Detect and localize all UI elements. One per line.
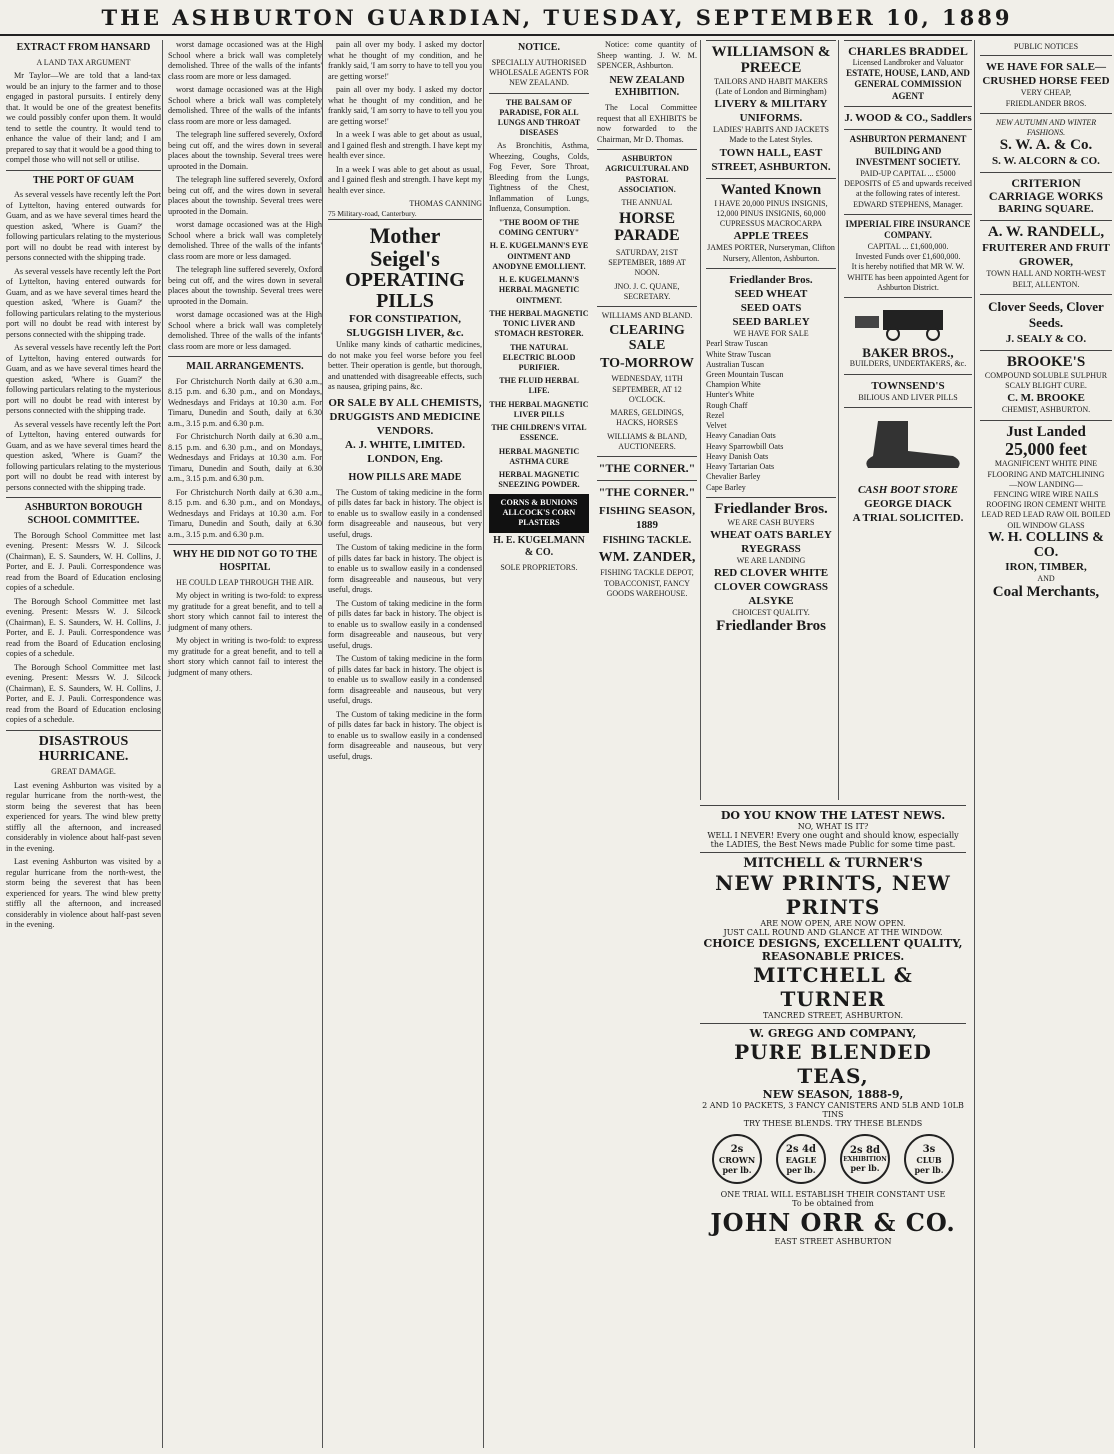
brooke-ad	[980, 350, 1112, 420]
collins-ad	[980, 420, 1112, 605]
tea-unit: per lb.	[786, 1164, 816, 1175]
ad-title: Seigel's	[370, 245, 440, 271]
section-heading: PUBLIC NOTICES	[1013, 42, 1079, 51]
ad-text: APPLE TREES	[733, 230, 809, 243]
article-text: My object in writing is two-fold: to express my gratitude for a great benefit, and to tell a short story which cannot fail to interest the judgment of many others.	[168, 591, 322, 632]
ad-text: The Local Committee request that all EXHIBITS be now forwarded to the Chairman, Mr D. Thomas.	[597, 103, 697, 144]
article-text: worst damage occasioned was at the High School where a brick wall was completely demolished. Three of the walls of the infants' class room are more or less damaged.	[168, 310, 322, 351]
ad-text: WILLIAMS AND BLAND.	[601, 311, 693, 321]
ad-title: Friedlander Bros.	[729, 273, 813, 286]
ad-text: BARING SQUARE.	[998, 203, 1094, 216]
tea-name: EXHIBITION	[843, 1156, 887, 1163]
ad-title: CASH BOOT STORE	[857, 484, 959, 497]
ad-title: Clover Seeds, Clover Seeds.	[988, 298, 1104, 331]
ad-subtitle: FOR CONSTIPATION, SLUGGISH LIVER, &c.	[346, 313, 464, 340]
article-text: Mr Taylor—We are told that a land-tax would be an injury to the farmer and to those engaged in pastoral pursuits. I entirely deny that. It would be one of the greatest benefits we could possibly confer upon them. It would tend to settle the country. It would tend to enhance the value of their land; and I am prepared to say that it would be a good thing to compel those who will not sell or utilise.	[6, 71, 161, 165]
article-text: The telegraph line suffered severely, Oxford being cut off, and the wires down in several places about the township. Several trees were uprooted in the Domain.	[168, 265, 322, 306]
ad-title: BROOKE'S	[1006, 354, 1086, 371]
building-society-ad	[844, 129, 972, 213]
ad-text: RED CLOVER WHITE CLOVER COWGRASS ALSYKE	[713, 567, 829, 608]
article-heading: MAIL ARRANGEMENTS.	[186, 361, 304, 372]
ad-text: TOWN HALL AND NORTH-WEST BELT, ALLENTON.	[986, 269, 1106, 289]
townsend-ad	[844, 374, 972, 407]
list-item: Rezel	[706, 410, 725, 420]
ad-title: W. H. COLLINS & CO.	[988, 529, 1104, 560]
ad-title: CHARLES BRADDEL	[848, 44, 968, 58]
column-6	[838, 40, 977, 800]
latest-news-ad	[700, 805, 966, 852]
ad-title: PURE BLENDED TEAS,	[734, 1040, 932, 1088]
ad-text: NEW AUTUMN AND WINTER FASHIONS.	[995, 117, 1097, 138]
signature: THOMAS CANNING	[409, 199, 482, 208]
ad-title: Friedlander Bros	[716, 617, 826, 634]
article-text: pain all over my body. I asked my doctor what he thought of my condition, and he frankly said, 'I am sorry to have to tell you you are getting worse!'	[328, 85, 482, 126]
corner-title: "THE CORNER."	[598, 460, 696, 475]
ad-text: ARE NOW OPEN, ARE NOW OPEN.	[760, 919, 906, 928]
ad-text: SEED OATS	[740, 301, 802, 314]
ad-title: IMPERIAL FIRE INSURANCE COMPANY.	[845, 218, 971, 241]
ad-text: PAID-UP CAPITAL ... £5000	[860, 169, 956, 178]
boot-illustration	[848, 416, 968, 476]
ad-text: FRUITERER AND FRUIT GROWER,	[982, 242, 1110, 269]
ad-text: WE ARE CASH BUYERS	[727, 517, 815, 527]
ad-heading: ASHBURTON AGRICULTURAL AND PASTORAL ASSOCIATION.	[605, 154, 689, 194]
ad-heading: NEW ZEALAND EXHIBITION.	[609, 74, 685, 99]
tea-unit: per lb.	[722, 1164, 752, 1175]
imperial-fire-ad	[844, 214, 972, 297]
column-1	[2, 40, 165, 1448]
divider	[489, 93, 589, 94]
column-4b	[597, 40, 697, 1448]
tea-unit: per lb.	[850, 1163, 880, 1173]
ad-text: VERY CHEAP,	[1020, 88, 1072, 98]
article-subheading: A LAND TAX ARGUMENT	[36, 57, 131, 67]
ad-heading: THE HERBAL MAGNETIC LIVER PILLS	[489, 399, 589, 419]
fishing-title: FISHING SEASON, 1889	[599, 504, 695, 531]
ad-heading: THE CHILDREN'S VITAL ESSENCE.	[491, 423, 587, 443]
article-text: pain all over my body. I asked my doctor what he thought of my condition, and he frankly said, 'I am sorry to have to tell you you are getting worse!'	[328, 40, 482, 81]
ad-title: Coal Merchants,	[992, 583, 1100, 600]
article-text: For Christchurch North daily at 6.30 a.m., 8.15 p.m. and 6.30 p.m., and on Mondays, Wednesdays and Fridays at 10.30 a.m. For Timaru, Dunedin and South, daily at 6.30 a.m., 3.15 p.m. and 6.30 p.m.	[168, 432, 322, 484]
ad-text: I HAVE 20,000 PINUS INSIGNIS, 12,000 PINUS INSIGNIS, 60,000 CUPRESSUS MACROCARPA	[714, 198, 828, 228]
notice-heading: NOTICE.	[518, 42, 560, 53]
seigel-pills-ad	[328, 219, 482, 470]
ad-title: S. W. A. & Co.	[999, 137, 1093, 154]
randell-ad	[980, 220, 1112, 293]
ad-text: FRIEDLANDER BROS.	[1005, 98, 1087, 108]
ad-text: AND	[1037, 574, 1055, 584]
cash-boot-ad	[844, 407, 972, 530]
ad-text: It is hereby notified that MR W. W. WHITE has been appointed Agent for Ashburton District.	[847, 262, 969, 292]
ad-text: —NOW LANDING—	[1009, 479, 1083, 489]
ad-title: A. W. RANDELL,	[987, 224, 1105, 241]
article-text: For Christchurch North daily at 6.30 a.m., 8.15 p.m. and 6.30 p.m., and on Mondays, Wednesdays and Fridays at 10.30 a.m. For Timaru, Dunedin and South, daily at 6.30 a.m., 3.15 p.m. and 6.30 p.m.	[168, 376, 322, 428]
notice-text: Notice: come quantity of Sheep wanting. J. W. M. SPENCER, Ashburton.	[597, 40, 697, 70]
ad-text: CHOICEST QUALITY.	[732, 608, 810, 618]
gregg-tea-ad	[700, 1023, 966, 1249]
ad-text: DEPOSITS of £5 and upwards received at the following rates of interest.	[844, 179, 972, 199]
tea-badge	[904, 1134, 954, 1184]
column-4a	[489, 40, 589, 1448]
corns-bunions-ad	[489, 494, 589, 533]
ad-text: EDWARD STEPHENS, Manager.	[853, 199, 963, 209]
ad-title: NEW PRINTS, NEW PRINTS	[715, 871, 951, 919]
ad-subtitle: ALLCOCK'S CORN PLASTERS	[502, 508, 576, 528]
ad-text: LADIES' HABITS AND JACKETS Made to the Latest Styles.	[713, 125, 829, 145]
williamson-preece-ad	[706, 40, 836, 178]
ad-text: FISHING TACKLE DEPOT, TOBACCONIST, FANCY GOODS WAREHOUSE.	[600, 568, 694, 598]
list-item: Chevalier Barley	[706, 472, 761, 482]
ad-title: BAKER BROS.,	[862, 344, 954, 360]
article-text: The telegraph line suffered severely, Oxford being cut off, and the wires down in several places about the township. Several trees were uprooted in the Domain.	[168, 130, 322, 171]
ad-text: TANCRED STREET, ASHBURTON.	[762, 1011, 904, 1020]
article-subheading: HE COULD LEAP THROUGH THE AIR.	[176, 577, 314, 587]
ad-text: NO, WHAT IS IT?	[797, 822, 869, 831]
article-text: worst damage occasioned was at the High School where a brick wall was completely demolished. Three of the walls of the infants' class room are more or less damaged.	[168, 40, 322, 81]
ad-heading: HERBAL MAGNETIC ASTHMA CURE	[498, 446, 580, 466]
article-text: As several vessels have recently left the Port of Lyttelton, having entered outwards for Guam, and as we have several times heard the question asked, 'Where is Guam?' the following particulars relating to the mysterious port will no doubt be read with interest by persons connected with the shipping trade.	[6, 266, 161, 339]
ad-text: To be obtained from	[792, 1199, 874, 1208]
ad-title: CRITERION CARRIAGE WORKS	[988, 176, 1104, 203]
clover-seeds-ad	[980, 294, 1112, 350]
ad-title: TOWNSEND'S	[871, 379, 945, 392]
list-item: Heavy Sparrowbill Oats	[706, 441, 784, 451]
ad-text: J. SEALY & CO.	[1005, 333, 1087, 346]
article-text: As several vessels have recently left the Port of Lyttelton, having entered outwards for Guam, and as we have several times heard the question asked, 'Where is Guam?' the following particulars relating to the mysterious port will no doubt be read with interest by persons connected with the shipping trade.	[6, 343, 161, 416]
tea-blends	[700, 1134, 966, 1184]
wanted-known-ad	[706, 178, 836, 268]
article-text: worst damage occasioned was at the High School where a brick wall was completely demolished. Three of the walls of the infants' class room are more or less damaged.	[168, 85, 322, 126]
ad-text: COMPOUND SOLUBLE SULPHUR SCALY BLIGHT CURE.	[984, 370, 1108, 391]
list-item: Heavy Danish Oats	[706, 451, 769, 461]
tea-name: CROWN	[718, 1154, 756, 1165]
article-heading: DISASTROUS HURRICANE.	[38, 733, 129, 764]
article-text: The Custom of taking medicine in the form of pills dates far back in history. The object is to enable us to swallow easily in a condensed form disagreeable and nauseous, but very useful, drugs.	[328, 709, 482, 761]
cash-buyers-ad	[706, 497, 836, 639]
tea-badge	[712, 1134, 762, 1184]
list-item: Green Mountain Tuscan	[706, 370, 784, 379]
article-heading: THE PORT OF GUAM	[32, 174, 135, 186]
tea-name: CLUB	[916, 1154, 942, 1165]
article-text: The Borough School Committee met last evening. Present: Messrs W. J. Silcock (Chairman), E. S. Saunders, W. H. Collins, J. Porter, and E. J. Pauli. Correspondence was read from the Board of Education enclosing copies of a schedule.	[6, 662, 161, 725]
ad-proprietor: A. J. WHITE, LIMITED. LONDON, Eng.	[345, 438, 465, 465]
braddel-ad	[844, 40, 972, 106]
ad-text: BILIOUS AND LIVER PILLS	[858, 392, 958, 402]
horse-feed-ad	[980, 55, 1112, 113]
ad-text: WHEAT OATS BARLEY RYEGRASS	[710, 528, 832, 555]
ad-text: ONE TRIAL WILL ESTABLISH THEIR CONSTANT USE	[720, 1190, 946, 1199]
clearing-sale-title: CLEARING SALE	[609, 323, 685, 353]
list-item: White Straw Tuscan	[706, 349, 771, 359]
ad-text: GEORGE DIACK	[864, 498, 952, 511]
article-heading: HOW PILLS ARE MADE	[348, 472, 462, 484]
divider	[597, 149, 697, 150]
signature-address: 75 Military-road, Canterbury.	[328, 209, 417, 219]
ad-heading: THE NATURAL ELECTRIC BLOOD PURIFIER.	[502, 342, 576, 372]
divider	[6, 170, 161, 171]
article-text: Last evening Ashburton was visited by a regular hurricane from the north-west, the storm being the severest that has been experienced for years. The wind blew pretty stiffly all the afternoon, and increased considerably in violence about half-past seven in the evening.	[6, 857, 161, 930]
ad-title: MITCHELL & TURNER'S	[743, 856, 923, 871]
seed-list	[706, 339, 836, 493]
article-text: The Custom of taking medicine in the form of pills dates far back in history. The object is to enable us to swallow easily in a condensed form disagreeable and nauseous, but very useful, drugs.	[328, 487, 482, 539]
article-text: My object in writing is two-fold: to express my gratitude for a great benefit, and to tell a short story which cannot fail to interest the judgment of many others.	[168, 636, 322, 677]
tea-badge	[840, 1134, 890, 1184]
ad-text: JNO. J. C. QUANE, SECRETARY.	[614, 281, 680, 301]
ad-heading: H. E. KUGELMANN'S EYE OINTMENT AND ANODYNE EMOLLIENT.	[489, 241, 589, 271]
criterion-ad	[980, 172, 1112, 220]
article-text: The Borough School Committee met last evening. Present: Messrs W. J. Silcock (Chairman), E. S. Saunders, W. H. Collins, J. Porter, and E. J. Pauli. Correspondence was read from the Board of Education enclosing copies of a schedule.	[6, 530, 161, 593]
ad-text: DO YOU KNOW THE LATEST NEWS.	[720, 809, 946, 822]
article-subheading: GREAT DAMAGE.	[51, 767, 116, 777]
ad-text: NEW SEASON, 1888-9,	[762, 1088, 904, 1101]
horse-parade-title: HORSE PARADE	[614, 210, 680, 245]
ad-text: SEED BARLEY	[732, 315, 810, 328]
ad-title: MITCHELL & TURNER	[753, 963, 913, 1011]
article-text: As several vessels have recently left the Port of Lyttelton, having entered outwards for Guam, and as we have several times heard the question asked, 'Where is Guam?' the following particulars relating to the mysterious port will no doubt be read with interest by persons connected with the shipping trade.	[6, 419, 161, 492]
ad-text: WEDNESDAY, 11TH SEPTEMBER, AT 12 O'CLOCK.	[611, 374, 683, 404]
ad-title: Mother	[369, 222, 441, 248]
masthead-title: THE ASHBURTON GUARDIAN, TUESDAY, SEPTEMBER 10, 1889	[101, 4, 1013, 30]
ad-text: Unlike many kinds of cathartic medicines, do not make you feel worse before you feel better. Their operation is gentle, but thorough, and unattended with disagreeable effects, such as nausea, griping pains, &c.	[328, 340, 482, 392]
ad-heading: "THE BOOM OF THE COMING CENTURY"	[498, 217, 580, 238]
ad-text: C. M. BROOKE	[1007, 392, 1085, 405]
ad-text: LIVERY & MILITARY UNIFORMS.	[714, 97, 828, 125]
divider	[6, 497, 161, 498]
tea-price: 2s 4d	[785, 1143, 817, 1155]
list-item: Hunter's White	[706, 390, 755, 400]
article-text: For Christchurch North daily at 6.30 a.m., 8.15 p.m. and 6.30 p.m., and on Mondays, Wednesdays and Fridays at 10.30 a.m. For Timaru, Dunedin and South, daily at 6.30 a.m., 3.15 p.m. and 6.30 p.m.	[168, 487, 322, 539]
wood-ad	[844, 106, 972, 129]
ad-title: Wanted Known	[720, 181, 822, 198]
tea-price: 3s	[922, 1143, 936, 1155]
ad-text: JAMES PORTER, Nurseryman, Clifton Nursery, Allenton, Ashburton.	[707, 243, 835, 263]
ad-title: J. WOOD & CO., Saddlers	[844, 112, 972, 125]
ad-text: SPECIALLY AUTHORISED WHOLESALE AGENTS FOR NEW ZEALAND.	[489, 57, 589, 88]
ad-heading: H. E. KUGELMANN & CO.	[493, 534, 585, 559]
list-item: Velvet	[706, 421, 727, 431]
ad-text: EAST STREET ASHBURTON	[774, 1237, 892, 1246]
zander-title: WM. ZANDER,	[598, 549, 696, 565]
article-text: In a week I was able to get about as usual, and I gained flesh and strength. I have kept my health ever since.	[328, 130, 482, 160]
ad-text: FENCING WIRE WIRE NAILS ROOFING IRON CEMENT WHITE LEAD RED LEAD RAW OIL BOILED OIL WINDOW GLASS	[981, 490, 1111, 530]
ad-text: TRY THESE BLENDS. TRY THESE BLENDS	[743, 1119, 923, 1128]
article-text: worst damage occasioned was at the High School where a brick wall was completely demolished. Three of the walls of the infants' class room are more or less damaged.	[168, 220, 322, 261]
ad-heading: H. E. KUGELMANN'S HERBAL MAGNETIC OINTMENT.	[498, 275, 580, 305]
ad-title: ASHBURTON PERMANENT BUILDING AND INVESTMENT SOCIETY.	[849, 134, 967, 168]
tea-unit: per lb.	[914, 1164, 944, 1175]
ad-text: WELL I NEVER! Every one ought and should know, especially the LADIES, the Best News made Public for some time past.	[707, 831, 959, 849]
tea-name: EAGLE	[785, 1154, 817, 1165]
ad-text: MARES, GELDINGS, HACKS, HORSES	[610, 408, 684, 428]
ad-text: Invested Funds over £1,600,000.	[855, 252, 961, 262]
tea-price: 2s 8d	[849, 1145, 881, 1156]
divider	[597, 306, 697, 307]
article-text: The Borough School Committee met last evening. Present: Messrs W. J. Silcock (Chairman), E. S. Saunders, W. H. Collins, J. Porter, and E. J. Pauli. Correspondence was read from the Board of Education enclosing copies of a schedule.	[6, 596, 161, 659]
corner-title: "THE CORNER."	[598, 485, 696, 500]
list-item: Cape Barley	[706, 482, 746, 492]
ad-text: W. GREGG AND COMPANY,	[749, 1027, 917, 1040]
tea-badge	[776, 1134, 826, 1184]
ad-title: WILLIAMSON & PREECE	[711, 44, 831, 76]
baker-bros-ad	[844, 297, 972, 373]
ad-title: Just Landed	[1006, 423, 1086, 440]
divider	[6, 730, 161, 731]
ad-subtitle: SOLE PROPRIETORS.	[500, 563, 578, 573]
hearse-illustration	[853, 302, 963, 342]
ad-text: SATURDAY, 21ST SEPTEMBER, 1889 AT NOON.	[608, 247, 686, 278]
divider	[597, 480, 697, 481]
list-item: Rough Chaff	[706, 400, 748, 410]
ad-text: S. W. ALCORN & CO.	[992, 155, 1100, 168]
ad-text: Licensed Landbroker and Valuator	[852, 57, 964, 67]
ad-title: 25,000 feet	[1005, 439, 1087, 460]
ad-text: CHOICE DESIGNS, EXCELLENT QUALITY, REASONABLE PRICES.	[703, 937, 963, 963]
ad-text: 2 AND 10 PACKETS, 3 FANCY CANISTERS AND 5LB AND 10LB TINS	[702, 1101, 964, 1119]
ad-title: WE HAVE FOR SALE—CRUSHED HORSE FEED	[982, 61, 1110, 88]
ad-title: JOHN ORR & CO.	[710, 1208, 956, 1237]
ad-text: A TRIAL SOLICITED.	[852, 512, 964, 525]
column-5	[700, 40, 841, 800]
column-3	[322, 40, 487, 1448]
column-2	[162, 40, 327, 1448]
ad-title: CORNS & BUNIONS	[500, 497, 578, 507]
ad-text: THE ANNUAL	[621, 198, 673, 208]
alcorn-ad	[980, 113, 1112, 172]
column-7	[974, 40, 1114, 1448]
ad-heading: HERBAL MAGNETIC SNEEZING POWDER.	[498, 470, 580, 490]
ad-text: TOWN HALL, EAST STREET, ASHBURTON.	[711, 146, 831, 173]
ad-text: BUILDERS, UNDERTAKERS, &c.	[849, 359, 967, 369]
ad-text: IRON, TIMBER,	[1005, 561, 1087, 574]
spread-ads	[700, 805, 966, 1249]
ad-text: TAILORS AND HABIT MAKERS (Late of London and Birmingham)	[714, 76, 828, 96]
column-4	[483, 40, 704, 1448]
ad-text: WE ARE LANDING	[736, 555, 806, 565]
divider	[597, 456, 697, 457]
list-item: Australian Tuscan	[706, 359, 764, 369]
article-text: The Custom of taking medicine in the form of pills dates far back in history. The object is to enable us to swallow easily in a condensed form disagreeable and nauseous, but very useful, drugs.	[328, 543, 482, 595]
divider	[168, 544, 322, 545]
ad-title: OPERATING PILLS	[345, 269, 465, 313]
divider	[168, 356, 322, 357]
article-heading: ASHBURTON BOROUGH SCHOOL COMMITTEE.	[24, 502, 143, 527]
article-text: The Custom of taking medicine in the form of pills dates far back in history. The object is to enable us to swallow easily in a condensed form disagreeable and nauseous, but very useful, drugs.	[328, 598, 482, 650]
ad-text: MAGNIFICENT WHITE PINE FLOORING AND MATCHLINING	[987, 459, 1105, 479]
ad-sold-by: OR SALE BY ALL CHEMISTS, DRUGGISTS AND MEDICINE VENDORS.	[328, 396, 482, 437]
ad-text: SEED WHEAT	[734, 287, 808, 300]
ad-title: Friedlander Bros.	[714, 500, 828, 517]
ad-heading: THE BALSAM OF PARADISE, FOR ALL LUNGS AND THROAT DISEASES	[497, 97, 581, 138]
article-text: The telegraph line suffered severely, Oxford being cut off, and the wires down in several places about the township. Several trees were uprooted in the Domain.	[168, 175, 322, 216]
ad-heading: THE FLUID HERBAL LIFE.	[499, 376, 579, 396]
ad-text: ESTATE, HOUSE, LAND, AND GENERAL COMMISSION AGENT	[846, 67, 970, 101]
article-text: In a week I was able to get about as usual, and I gained flesh and strength. I have kept my health ever since.	[328, 164, 482, 195]
ad-text: CHEMIST, ASHBURTON.	[1001, 405, 1091, 415]
ad-heading: THE HERBAL MAGNETIC TONIC LIVER AND STOMACH RESTORER.	[489, 308, 589, 339]
seed-ad	[706, 268, 836, 497]
article-text: The Custom of taking medicine in the form of pills dates far back in history. The object is to enable us to swallow easily in a condensed form disagreeable and nauseous, but very useful, drugs.	[328, 654, 482, 706]
article-text: As several vessels have recently left the Port of Lyttelton, having entered outwards for Guam, and as we have several times heard the question asked, 'Where is Guam?' the following particulars relating to the mysterious port will no doubt be read with interest by persons connected with the shipping trade.	[6, 190, 161, 263]
list-item: Champion White	[706, 380, 761, 390]
ad-text: As Bronchitis, Asthma, Wheezing, Coughs, Colds, Fog Fever, Sore Throat, Bleeding from the Lungs, Tightness of the Chest, Inflammation of Lungs, Influenza, Consumption.	[489, 141, 589, 214]
tea-price: 2s	[730, 1143, 744, 1155]
ad-text: JUST CALL ROUND AND GLANCE AT THE WINDOW.	[723, 928, 943, 937]
list-item: Heavy Canadian Oats	[706, 431, 776, 441]
article-heading: EXTRACT FROM HANSARD	[16, 42, 151, 53]
ad-text: WE HAVE FOR SALE	[733, 329, 809, 339]
ad-text: CAPITAL ... £1,600,000.	[867, 241, 949, 251]
ad-heading: FISHING TACKLE.	[602, 534, 692, 546]
article-text: Last evening Ashburton was visited by a regular hurricane from the north-west, the storm being the severest that has been experienced for years. The wind blew pretty stiffly all the afternoon, and increased considerably in violence about half-past seven in the evening.	[6, 780, 161, 853]
tomorrow-title: TO-MORROW	[600, 355, 694, 371]
article-heading: WHY HE DID NOT GO TO THE HOSPITAL	[172, 549, 318, 574]
mitchell-turner-ad	[700, 852, 966, 1023]
masthead	[0, 0, 1114, 36]
list-item: Heavy Tartarian Oats	[706, 462, 775, 472]
list-item: Pearl Straw Tuscan	[706, 339, 768, 349]
ad-text: WILLIAMS & BLAND, AUCTIONEERS.	[607, 431, 687, 451]
